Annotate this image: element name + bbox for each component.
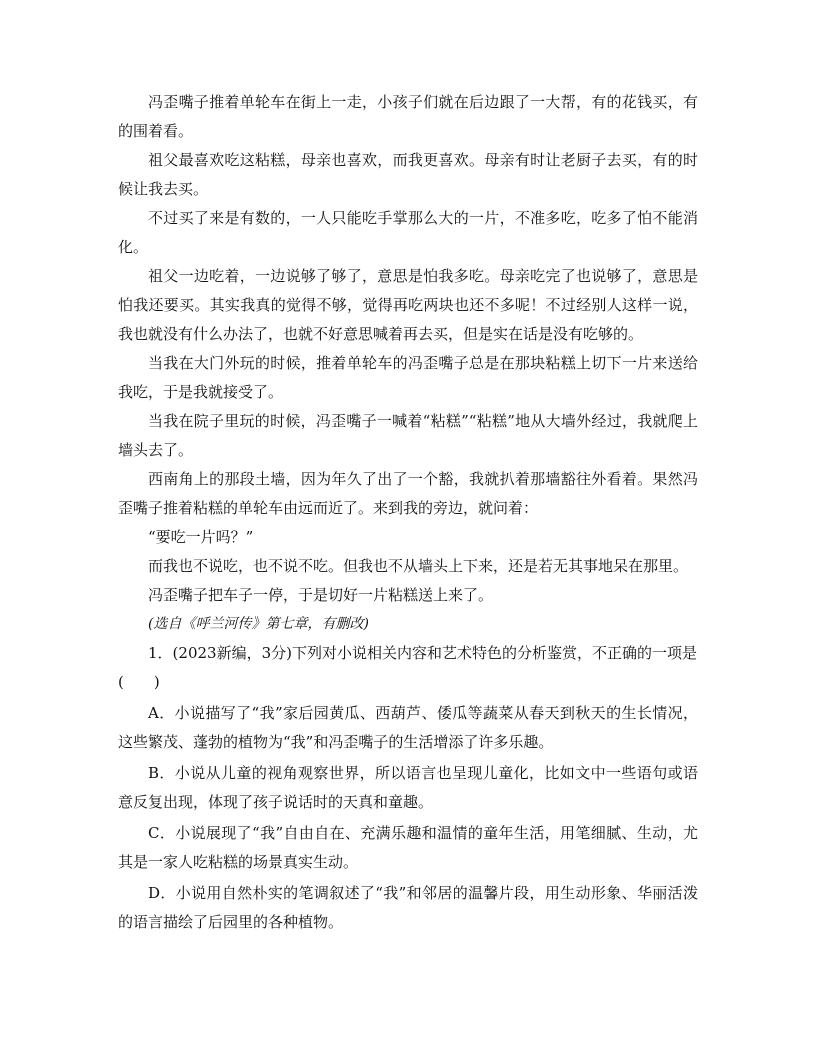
- passage-source: (选自《呼兰河传》第七章，有删改): [148, 616, 369, 632]
- passage-paragraph: 西南角上的那段土墙，因为年久了出了一个豁，我就扒着那墙豁往外看着。果然冯歪嘴子推着粘糕的单轮车由远而近了。来到我的旁边，就问着：: [118, 470, 698, 517]
- passage-paragraph: 而我也不说吃，也不说不吃。但我也不从墙头上下来，还是若无其事地呆在那里。: [148, 557, 689, 575]
- passage-paragraph: 不过买了来是有数的，一人只能吃手掌那么大的一片，不准多吃，吃多了怕不能消化。: [118, 209, 698, 256]
- passage-paragraph: 祖父一边吃着，一边说够了够了，意思是怕我多吃。母亲吃完了也说够了，意思是怕我还要买。其实我真的觉得不够，觉得再吃两块也还不多呢！不过经别人这样一说，我也就没有什么办法了，也就不好意思喊着再去买，但是实在话是没有吃够的。: [118, 267, 698, 343]
- option-a: A．小说描写了“我”家后园黄瓜、西葫芦、倭瓜等蔬菜从春天到秋天的生长情况，这些繁茂、蓬勃的植物为“我”和冯歪嘴子的生活增添了许多乐趣。: [118, 704, 698, 751]
- passage-paragraph: 冯歪嘴子推着单轮车在街上一走，小孩子们就在后边跟了一大帮，有的花钱买，有的围着看。: [118, 93, 698, 140]
- answer-bracket: ( ): [118, 673, 160, 691]
- passage-paragraph: 当我在大门外玩的时候，推着单轮车的冯歪嘴子总是在那块粘糕上切下一片来送给我吃，于是我就接受了。: [118, 354, 698, 401]
- option-d: D．小说用自然朴实的笔调叙述了“我”和邻居的温馨片段，用生动形象、华丽活泼的语言描绘了后园里的各种植物。: [118, 884, 698, 931]
- document-page: [118, 88, 698, 937]
- option-b: B．小说从儿童的视角观察世界，所以语言也呈现儿童化，比如文中一些语句或语意反复出现，体现了孩子说话时的天真和童趣。: [118, 764, 698, 811]
- passage-paragraph: 当我在院子里玩的时候，冯歪嘴子一喊着“粘糕”“粘糕”地从大墙外经过，我就爬上墙头去了。: [118, 412, 698, 459]
- question-block: [118, 639, 698, 937]
- passage-paragraph: 祖父最喜欢吃这粘糕，母亲也喜欢，而我更喜欢。母亲有时让老厨子去买，有的时候让我去买。: [118, 151, 698, 198]
- passage: [118, 88, 698, 639]
- passage-paragraph: 冯歪嘴子把车子一停，于是切好一片粘糕送上来了。: [148, 586, 494, 604]
- option-c: C．小说展现了“我”自由自在、充满乐趣和温情的童年生活，用笔细腻、生动，尤其是一家人吃粘糕的场景真实生动。: [118, 824, 698, 871]
- passage-paragraph: “要吃一片吗？”: [148, 528, 254, 546]
- question-stem: 1．(2023新编，3分)下列对小说相关内容和艺术特色的分析鉴赏，不正确的一项是: [148, 644, 697, 662]
